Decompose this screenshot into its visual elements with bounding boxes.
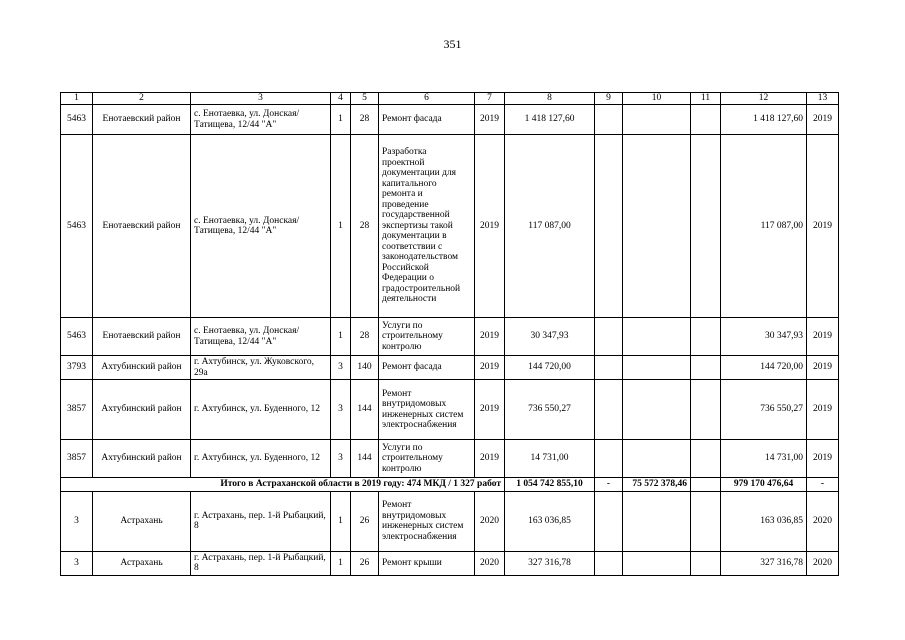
col-13: 2019 — [807, 135, 839, 318]
year: 2019 — [475, 440, 505, 478]
address: г. Ахтубинск, ул. Буденного, 12 — [191, 380, 331, 440]
house-id: 3 — [61, 551, 93, 575]
table-row — [61, 135, 839, 318]
col-5: 26 — [351, 491, 379, 551]
year: 2020 — [475, 491, 505, 551]
table-row — [61, 491, 839, 551]
work-type: Услуги по строительному контролю — [379, 318, 475, 356]
col-5: 144 — [351, 440, 379, 478]
col-10 — [623, 105, 691, 135]
year: 2020 — [475, 551, 505, 575]
col-9 — [595, 440, 623, 478]
work-type: Ремонт внутридомовых инженерных систем электроснабжения — [379, 491, 475, 551]
col-13: 2019 — [807, 440, 839, 478]
col-4: 1 — [331, 551, 351, 575]
col-9 — [595, 318, 623, 356]
col-5: 26 — [351, 551, 379, 575]
address: с. Енотаевка, ул. Донская/Татищева, 12/44 "А" — [191, 135, 331, 318]
house-id: 3857 — [61, 440, 93, 478]
year: 2019 — [475, 356, 505, 380]
col-10 — [623, 356, 691, 380]
col-11 — [691, 135, 721, 318]
col-11 — [691, 440, 721, 478]
col-8: 327 316,78 — [505, 551, 595, 575]
header-cell: 5 — [351, 93, 379, 105]
col-12: 117 087,00 — [721, 135, 807, 318]
col-5: 140 — [351, 356, 379, 380]
col-10 — [623, 551, 691, 575]
col-11 — [691, 551, 721, 575]
work-type: Услуги по строительному контролю — [379, 440, 475, 478]
col-10 — [623, 440, 691, 478]
col-11 — [691, 491, 721, 551]
table-row — [61, 551, 839, 575]
col-4: 1 — [331, 491, 351, 551]
table-row — [61, 105, 839, 135]
house-id: 5463 — [61, 318, 93, 356]
work-type: Ремонт фасада — [379, 105, 475, 135]
table-row — [61, 318, 839, 356]
address: г. Ахтубинск, ул. Буденного, 12 — [191, 440, 331, 478]
col-4: 3 — [331, 380, 351, 440]
col-13: 2019 — [807, 380, 839, 440]
address: г. Астрахань, пер. 1-й Рыбацкий, 8 — [191, 551, 331, 575]
repair-register-table — [60, 92, 839, 576]
district: Ахтубинский район — [93, 440, 191, 478]
col-8: 736 550,27 — [505, 380, 595, 440]
house-id: 3793 — [61, 356, 93, 380]
house-id: 5463 — [61, 105, 93, 135]
total-col-8: 1 054 742 855,10 — [505, 478, 595, 492]
header-cell: 13 — [807, 93, 839, 105]
address: с. Енотаевка, ул. Донская/Татищева, 12/44 "А" — [191, 318, 331, 356]
col-12: 144 720,00 — [721, 356, 807, 380]
col-12: 736 550,27 — [721, 380, 807, 440]
col-5: 28 — [351, 135, 379, 318]
col-9 — [595, 551, 623, 575]
col-8: 117 087,00 — [505, 135, 595, 318]
house-id: 3 — [61, 491, 93, 551]
col-12: 327 316,78 — [721, 551, 807, 575]
col-9 — [595, 491, 623, 551]
district: Енотаевский район — [93, 318, 191, 356]
col-10 — [623, 380, 691, 440]
header-cell: 1 — [61, 93, 93, 105]
header-cell: 7 — [475, 93, 505, 105]
col-8: 163 036,85 — [505, 491, 595, 551]
col-12: 163 036,85 — [721, 491, 807, 551]
page-number: 351 — [443, 37, 462, 51]
header-cell: 4 — [331, 93, 351, 105]
district: Енотаевский район — [93, 135, 191, 318]
total-row — [61, 478, 839, 492]
header-cell: 9 — [595, 93, 623, 105]
work-type: Ремонт фасада — [379, 356, 475, 380]
work-type: Разработка проектной документации для капитального ремонта и проведение государственной экспертизы такой документации в соответствии с законодательством Российской Федерации о градостроительной деятельности — [379, 135, 475, 318]
col-9 — [595, 380, 623, 440]
col-4: 3 — [331, 440, 351, 478]
col-9 — [595, 135, 623, 318]
table-row — [61, 356, 839, 380]
total-col-11 — [691, 478, 721, 492]
house-id: 5463 — [61, 135, 93, 318]
header-cell: 6 — [379, 93, 475, 105]
col-12: 14 731,00 — [721, 440, 807, 478]
col-13: 2020 — [807, 551, 839, 575]
col-4: 1 — [331, 105, 351, 135]
col-4: 1 — [331, 135, 351, 318]
table-row — [61, 380, 839, 440]
header-cell: 2 — [93, 93, 191, 105]
district: Ахтубинский район — [93, 380, 191, 440]
col-13: 2019 — [807, 318, 839, 356]
year: 2019 — [475, 318, 505, 356]
column-number-header — [61, 93, 839, 105]
header-cell: 8 — [505, 93, 595, 105]
year: 2019 — [475, 105, 505, 135]
col-11 — [691, 105, 721, 135]
address: г. Астрахань, пер. 1-й Рыбацкий, 8 — [191, 491, 331, 551]
total-col-10: 75 572 378,46 — [623, 478, 691, 492]
col-5: 28 — [351, 105, 379, 135]
district: Енотаевский район — [93, 105, 191, 135]
col-5: 144 — [351, 380, 379, 440]
district: Астрахань — [93, 491, 191, 551]
total-col-12: 979 170 476,64 — [721, 478, 807, 492]
col-13: 2020 — [807, 491, 839, 551]
col-12: 30 347,93 — [721, 318, 807, 356]
col-11 — [691, 380, 721, 440]
header-cell: 3 — [191, 93, 331, 105]
col-10 — [623, 491, 691, 551]
col-12: 1 418 127,60 — [721, 105, 807, 135]
col-11 — [691, 356, 721, 380]
col-8: 14 731,00 — [505, 440, 595, 478]
table-row — [61, 440, 839, 478]
col-9 — [595, 356, 623, 380]
address: г. Ахтубинск, ул. Жуковского, 29а — [191, 356, 331, 380]
col-10 — [623, 318, 691, 356]
col-8: 30 347,93 — [505, 318, 595, 356]
col-4: 1 — [331, 318, 351, 356]
header-cell: 12 — [721, 93, 807, 105]
col-10 — [623, 135, 691, 318]
col-13: 2019 — [807, 356, 839, 380]
work-type: Ремонт внутридомовых инженерных систем электроснабжения — [379, 380, 475, 440]
col-4: 3 — [331, 356, 351, 380]
header-cell: 11 — [691, 93, 721, 105]
col-8: 144 720,00 — [505, 356, 595, 380]
district: Астрахань — [93, 551, 191, 575]
col-11 — [691, 318, 721, 356]
address: с. Енотаевка, ул. Донская/Татищева, 12/44 "А" — [191, 105, 331, 135]
col-13: 2019 — [807, 105, 839, 135]
total-col-13: - — [807, 478, 839, 492]
header-cell: 10 — [623, 93, 691, 105]
col-5: 28 — [351, 318, 379, 356]
col-9 — [595, 105, 623, 135]
year: 2019 — [475, 380, 505, 440]
year: 2019 — [475, 135, 505, 318]
total-col-9: - — [595, 478, 623, 492]
col-8: 1 418 127,60 — [505, 105, 595, 135]
work-type: Ремонт крыши — [379, 551, 475, 575]
house-id: 3857 — [61, 380, 93, 440]
district: Ахтубинский район — [93, 356, 191, 380]
total-label: Итого в Астраханской области в 2019 году: 474 МКД / 1 327 работ — [61, 478, 505, 492]
